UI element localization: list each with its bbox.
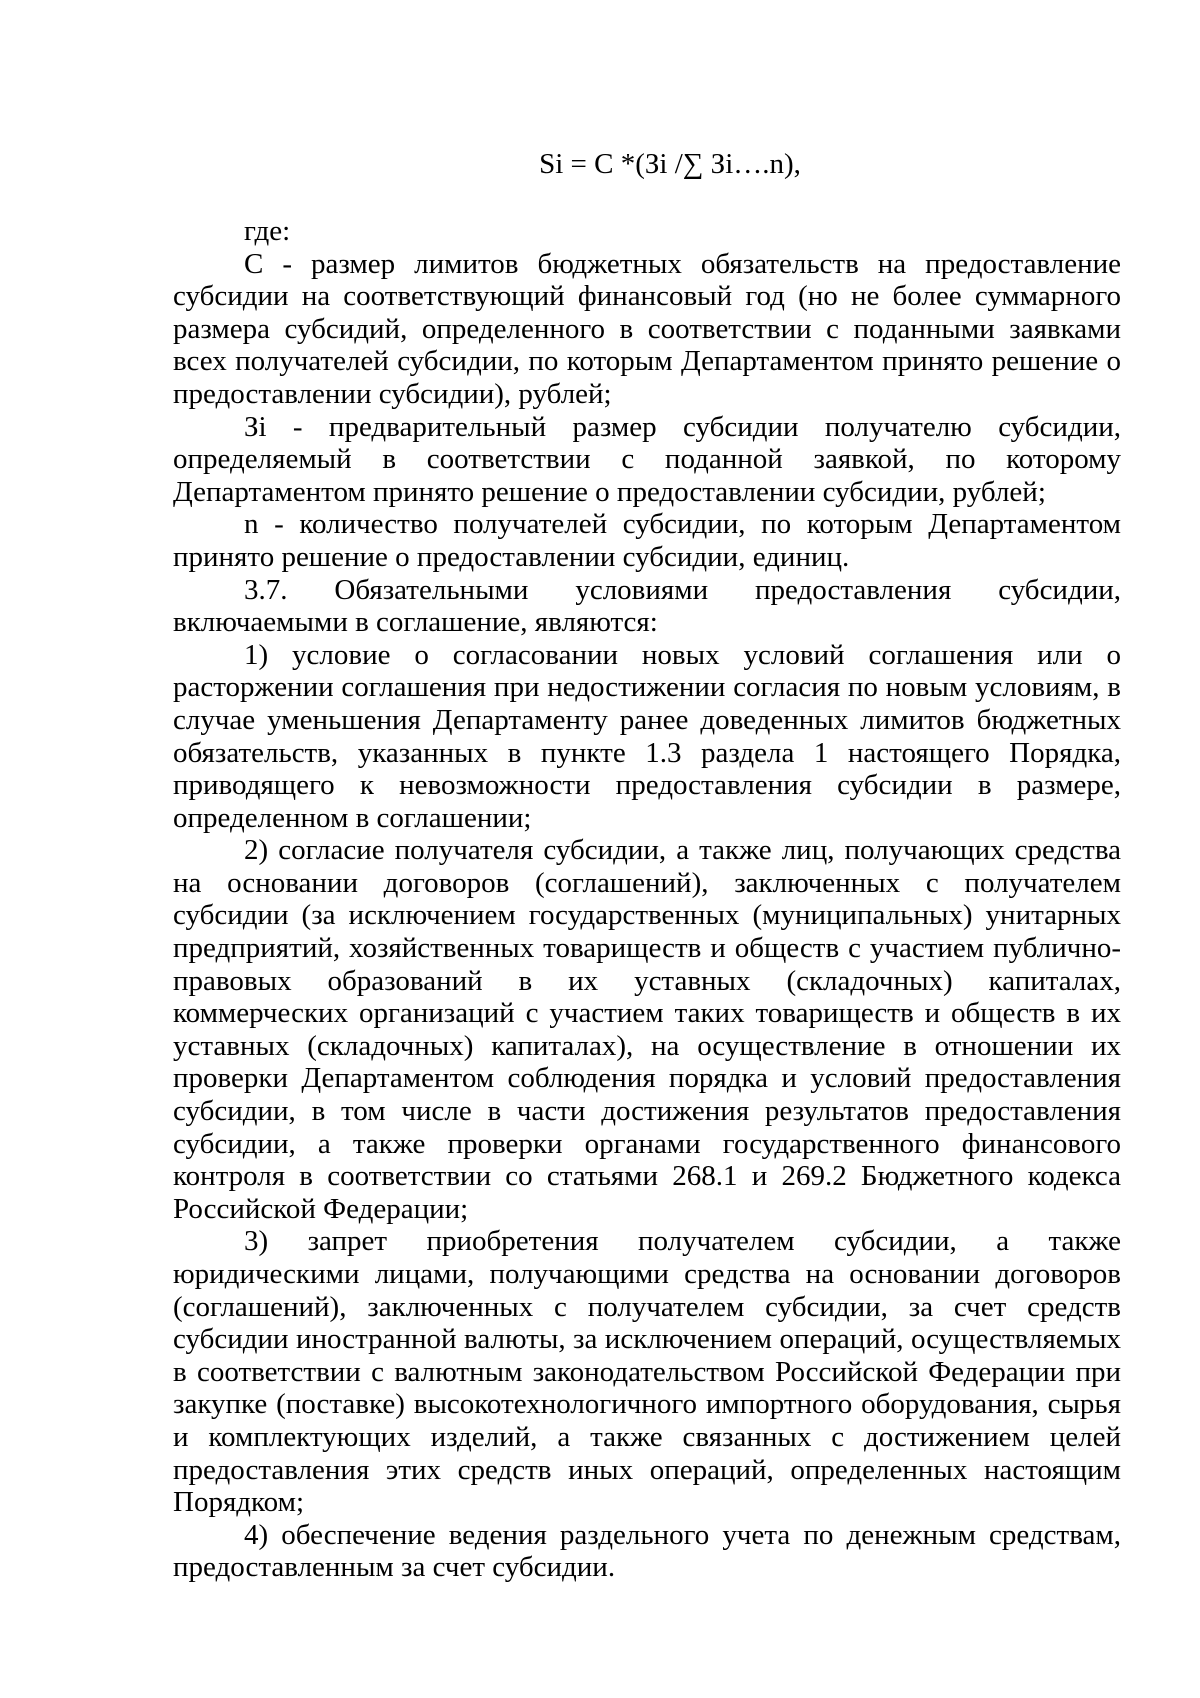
paragraph-condition-2: 2) согласие получателя субсидии, а также лиц, получающих средства на основании договоров (соглашений), заключенных с получателем субсидии (за исключением государственных (муниципальных) унитарных предприятий, хозяйственных товариществ и обществ с участием публично-правовых образований в их уставных (складочных) капиталах, коммерческих организаций с участием таких товариществ и обществ в их уставных (складочных) капиталах), на осуществление в отношении их проверки Департаментом соблюдения порядка и условий предоставления субсидии, в том числе в части достижения результатов предоставления субсидии, а также проверки органами государственного финансового контроля в соответствии со статьями 268.1 и 269.2 Бюджетного кодекса Российской Федерации;	[173, 834, 1121, 1225]
paragraph-n-definition: n - количество получателей субсидии, по которым Департаментом принято решение о предоставлении субсидии, единиц.	[173, 508, 1121, 573]
paragraph-3-7: 3.7. Обязательными условиями предоставления субсидии, включаемыми в соглашение, являются:	[173, 573, 1121, 639]
subsidy-formula: Si = C *(Зi /∑ Зi….n),	[539, 148, 801, 180]
paragraph-condition-4: 4) обеспечение ведения раздельного учета по денежным средствам, предоставленным за счет субсидии.	[173, 1518, 1121, 1584]
paragraph-condition-3: 3) запрет приобретения получателем субсидии, а также юридическими лицами, получающими средства на основании договоров (соглашений), заключенных с получателем субсидии, за счет средств субсидии иностранной валюты, за исключением операций, осуществляемых в соответствии с валютным законодательством Российской Федерации при закупке (поставке) высокотехнологичного импортного оборудования, сырья и комплектующих изделий, а также связанных с достижением целей предоставления этих средств иных операций, определенных настоящим Порядком;	[173, 1225, 1121, 1519]
paragraph-where: где:	[244, 215, 291, 247]
paragraph-condition-1: 1) условие о согласовании новых условий соглашения или о расторжении соглашения при недостижении согласия по новым условиям, в случае уменьшения Департаменту ранее доведенных лимитов бюджетных обязательств, указанных в пункте 1.3 раздела 1 настоящего Порядка, приводящего к невозможности предоставления субсидии в размере, определенном в соглашении;	[173, 638, 1121, 834]
paragraph-c-definition: С - размер лимитов бюджетных обязательств на предоставление субсидии на соответствующий финансовый год (но не более суммарного размера субсидий, определенного в соответствии с поданными заявками всех получателей субсидии, по которым Департаментом принято решение о предоставлении субсидии), рублей;	[173, 247, 1121, 410]
document-body	[173, 215, 1121, 1584]
paragraph-zi-definition: Зi - предварительный размер субсидии получателю субсидии, определяемый в соответствии с поданной заявкой, по которому Департаментом принято решение о предоставлении субсидии, рублей;	[173, 410, 1121, 508]
